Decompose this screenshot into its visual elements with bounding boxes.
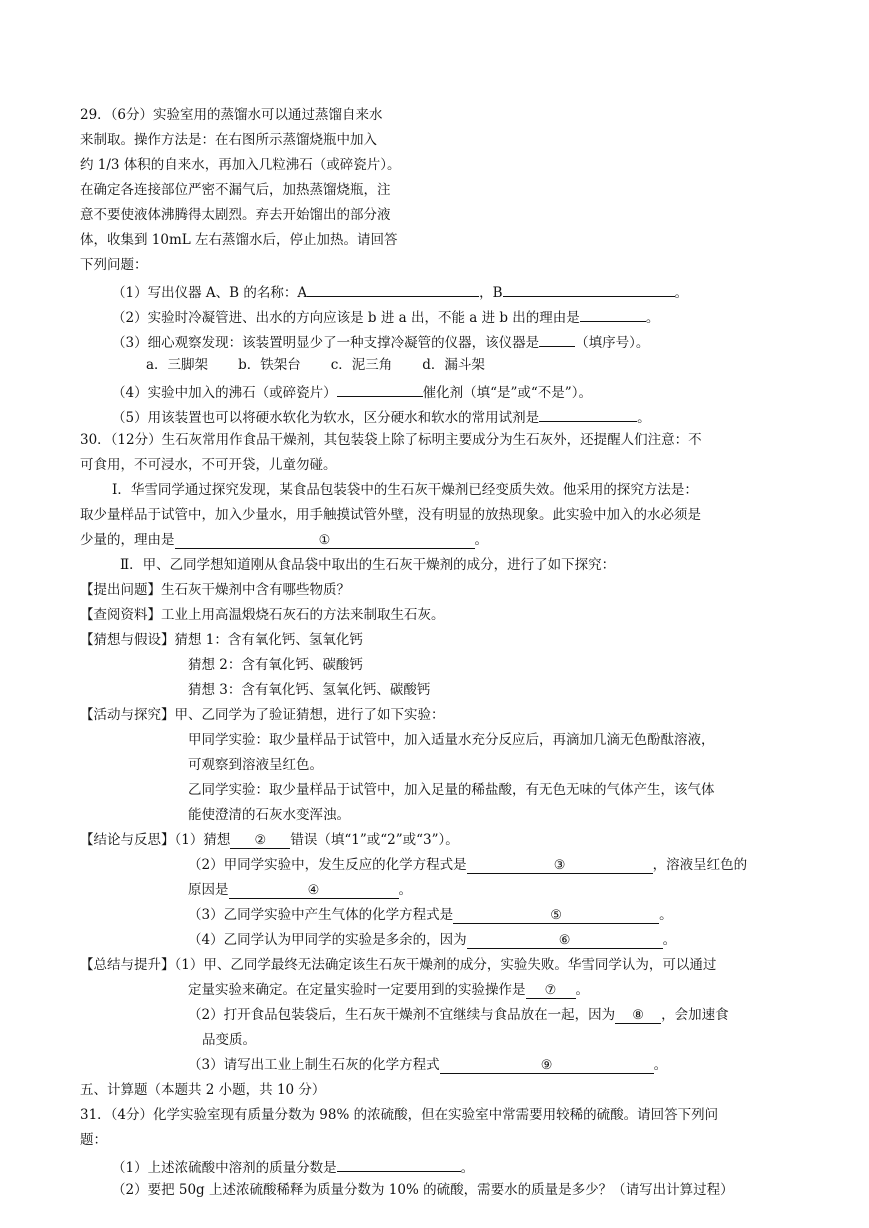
con2-text: （2）甲同学实验中，发生反应的化学方程式是 [188,857,467,873]
con2-end: ，溶液呈红色的 [652,857,748,873]
answer-blank-5[interactable]: ⑤ [453,907,659,924]
q30-l5-text: 少量的，理由是 [80,532,175,548]
q31-p1-end: 。 [460,1160,475,1176]
q29-intro-line-2: 来制取。操作方法是：在右图所示蒸馏烧瓶中加入 [80,132,377,148]
option-b[interactable]: b．铁架台 [238,357,301,373]
section-tag-hypothesis: 【猜想与假设】 [80,632,175,648]
section-tag-activity: 【活动与探究】 [80,707,175,723]
con1-end: 错误（填“1”或“2”或“3”）。 [290,832,459,848]
q29-p5-text: （5）用该装置也可以将硬水软化为软水，区分硬水和软水的常用试剂是 [112,410,540,426]
q30-reference-row [80,605,445,625]
q29-p3-text: （3）细心观察发现：该装置明显少了一种支撑冷凝管的仪器，该仪器是 [112,335,540,351]
q29-p1-end: 。 [674,285,689,301]
con3-end: 。 [659,907,673,923]
q29-intro-line-3: 约 1/3 体积的自来水，再加入几粒沸石（或碎瓷片）。 [80,157,401,173]
q31-line-1: 31．（4分）化学实验室现有质量分数为 98% 的浓硫酸，但在实验室中常需要用较稀的硫酸。请回答下列问 [80,1107,719,1123]
answer-blank-p2[interactable] [580,305,646,322]
jia-experiment-line-2: 可观察到溶液呈红色。 [188,757,323,773]
answer-blank-3[interactable]: ③ [467,857,653,874]
q29-part-2 [112,305,659,328]
yi-experiment-line-2: 能使澄清的石灰水变浑浊。 [188,807,350,823]
q29-p2-end: 。 [645,310,660,326]
answer-blank-9[interactable]: ⑨ [440,1057,654,1074]
jia-experiment-line-1: 甲同学实验：取少量样品于试管中，加入适量水充分反应后，再滴加几滴无色酚酞溶液， [188,732,715,748]
section-tag-reference: 【查阅资料】 [80,607,161,623]
q30-conclusion-row-4 [188,930,676,950]
q30-summary-row-2 [188,1005,729,1025]
q30-line-3: Ⅰ．华雪同学通过探究发现，某食品包装袋中的生石灰干燥剂已经变质失效。他采用的探究方法是： [112,482,698,498]
q29-p1-text-b: ，B [479,285,503,301]
section-5-heading: 五、计算题（本题共 2 小题，共 10 分） [80,1082,326,1098]
q29-p4-text: （4）实验中加入的沸石（或碎瓷片） [112,385,337,401]
answer-blank-b[interactable] [503,280,675,297]
option-c[interactable]: c．泥三角 [330,357,393,373]
answer-blank-p3[interactable] [539,330,575,347]
q31-p1-text: （1）上述浓硫酸中溶剂的质量分数是 [112,1160,337,1176]
sum1b-end: 。 [575,982,589,998]
q30-summary-row-2b: 品变质。 [202,1032,256,1048]
q30-summary-row-1b [188,980,589,1000]
con2b-end: 。 [398,882,412,898]
con3-text: （3）乙同学实验中产生气体的化学方程式是 [188,907,454,923]
con4-text: （4）乙同学认为甲同学的实验是多余的，因为 [188,932,467,948]
sum1-text: （1）甲、乙同学最终无法确定该生石灰干燥剂的成分，实验失败。华雪同学认为，可以通过 [174,957,717,973]
con1-text: （1）猜想 [174,832,231,848]
q30-conclusion-row-2 [188,855,747,875]
section-tag-conclusion: 【结论与反思】 [80,832,175,848]
hypothesis-1: 猜想 1：含有氧化钙、氢氧化钙 [174,632,363,648]
q30-line-1: 30．（12分）生石灰常用作食品干燥剂，其包装袋上除了标明主要成分为生石灰外，还提醒人们注意：不 [80,432,702,448]
q31-part-2: （2）要把 50g 上述浓硫酸稀释为质量分数为 10% 的硫酸，需要水的质量是多少？（请写出计算过程） [112,1182,734,1198]
q30-line-6: Ⅱ．甲、乙同学想知道刚从食品袋中取出的生石灰干燥剂的成分，进行了如下探究： [120,557,616,573]
answer-blank-8[interactable]: ⑧ [615,1007,661,1024]
sum1b-text: 定量实验来确定。在定量实验时一定要用到的实验操作是 [188,982,526,998]
q29-part-1 [112,280,688,303]
answer-blank-p5[interactable] [539,405,637,422]
q29-intro-line-6: 体，收集到 10mL 左右蒸馏水后，停止加热。请回答 [80,232,398,248]
option-a[interactable]: a．三脚架 [146,357,209,373]
sum3-text: （3）请写出工业上制生石灰的化学方程式 [188,1057,440,1073]
con2b-text: 原因是 [188,882,229,898]
answer-blank-6[interactable]: ⑥ [467,932,663,949]
option-d[interactable]: d．漏斗架 [422,357,485,373]
q29-p3-end: （填序号）。 [575,335,650,351]
answer-blank-2[interactable]: ② [230,832,290,849]
q30-line-2: 可食用，不可浸水，不可开袋，儿童勿碰。 [80,457,337,473]
q30-line-5 [80,530,488,550]
q29-p5-end: 。 [637,410,651,426]
q30-conclusion-row-3 [188,905,673,925]
q29-intro-line-4: 在确定各连接部位严密不漏气后，加热蒸馏烧瓶，注 [80,182,391,198]
sum2-text: （2）打开食品包装袋后，生石灰干燥剂不宜继续与食品放在一起，因为 [188,1007,616,1023]
yi-experiment-line-1: 乙同学实验：取少量样品于试管中，加入足量的稀盐酸，有无色无味的气体产生，该气体 [188,782,715,798]
q30-reference-text: 工业上用高温煅烧石灰石的方法来制取生石灰。 [161,607,445,623]
q30-question-row [80,580,350,600]
hypothesis-3: 猜想 3：含有氧化钙、氢氧化钙、碳酸钙 [188,682,431,698]
q30-conclusion-row-2b [188,880,412,900]
q30-l5-end: 。 [474,532,488,548]
sum2-end: ，会加速食 [661,1007,729,1023]
q30-summary-row-1 [80,955,716,975]
q29-part-5 [112,405,651,428]
q29-intro-line-7: 下列问题： [80,257,148,273]
answer-blank-a[interactable] [307,280,479,297]
answer-blank-7[interactable]: ⑦ [526,982,576,999]
q30-summary-row-3 [188,1055,667,1075]
q31-part-1 [112,1155,474,1178]
q29-part-4 [112,380,592,403]
q30-hypothesis-row [80,630,363,650]
q30-question-text: 生石灰干燥剂中含有哪些物质？ [161,582,350,598]
q29-p4-end: 催化剂（填“是”或“不是”）。 [422,385,592,401]
q29-intro-line-5: 意不要使液体沸腾得太剧烈。弃去开始馏出的部分液 [80,207,391,223]
hypothesis-2: 猜想 2：含有氧化钙、碳酸钙 [188,657,363,673]
q30-activity-text: 甲、乙同学为了验证猜想，进行了如下实验： [174,707,445,723]
q29-part-3 [112,330,649,353]
answer-blank-1[interactable]: ① [175,532,475,549]
q30-activity-row [80,705,445,725]
answer-blank-4[interactable]: ④ [229,882,399,899]
q29-intro-line-1: 29．（6分）实验室用的蒸馏水可以通过蒸馏自来水 [80,107,383,123]
q29-p2-text: （2）实验时冷凝管进、出水的方向应该是 b 进 a 出，不能 a 进 b 出的理由是 [112,310,580,326]
answer-blank-p4[interactable] [337,380,423,397]
section-tag-summary: 【总结与提升】 [80,957,175,973]
section-tag-question: 【提出问题】 [80,582,161,598]
q31-line-2: 题： [80,1132,107,1148]
q30-conclusion-row-1 [80,830,459,850]
q29-options [146,355,515,375]
q29-p1-text-a: （1）写出仪器 A、B 的名称：A [112,285,308,301]
q30-line-4: 取少量样品于试管中，加入少量水，用手触摸试管外壁，没有明显的放热现象。此实验中加入的水必须是 [80,507,701,523]
con4-end: 。 [662,932,677,948]
sum3-end: 。 [653,1057,668,1073]
answer-blank-q31-1[interactable] [337,1155,461,1172]
